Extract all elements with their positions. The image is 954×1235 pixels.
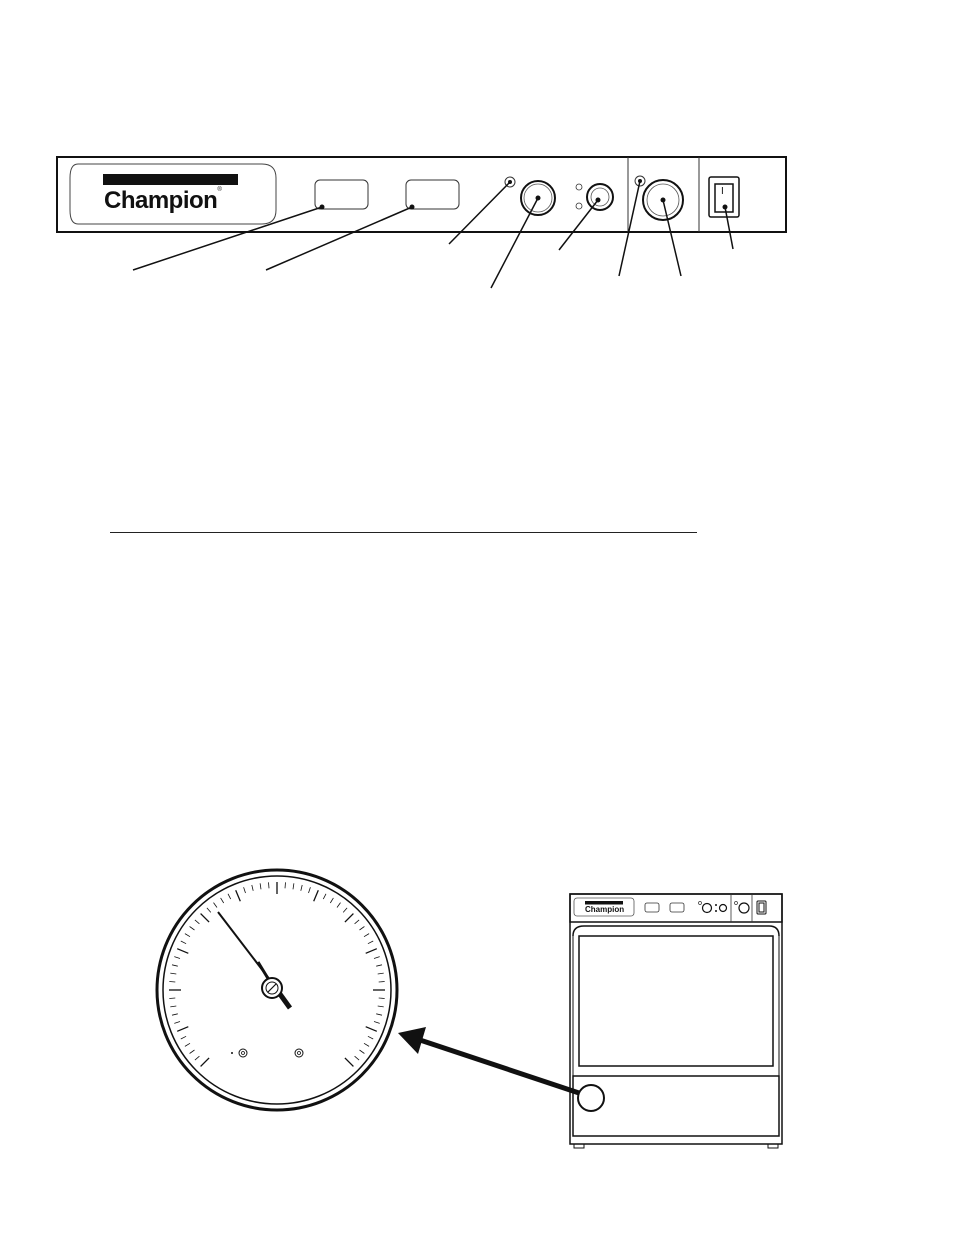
gauge-minor-tick — [378, 1006, 384, 1007]
gauge-minor-tick — [172, 965, 178, 966]
gauge-and-dishwasher-diagram — [0, 840, 954, 1160]
gauge-minor-tick — [181, 1036, 186, 1039]
control-panel-diagram — [0, 0, 954, 300]
dishwasher-light-2 — [735, 902, 738, 905]
callout-line — [725, 207, 733, 249]
logo-bar — [103, 174, 238, 185]
gauge-minor-tick — [360, 1050, 365, 1054]
pointer-arrow-head — [398, 1027, 426, 1054]
gauge-minor-tick — [221, 898, 224, 903]
callout-line — [559, 200, 598, 250]
dishwasher-knob-2 — [739, 903, 749, 913]
small-indicator-top — [576, 184, 582, 190]
gauge-minor-tick — [185, 1043, 190, 1046]
gauge-major-tick — [201, 1058, 210, 1067]
callout-line — [266, 207, 412, 270]
gauge-minor-tick — [374, 957, 380, 959]
gauge-minor-tick — [343, 908, 347, 913]
gauge-minor-tick — [244, 887, 246, 893]
display-window-1 — [315, 180, 368, 209]
gauge-minor-tick — [337, 903, 341, 908]
gauge-minor-tick — [309, 887, 311, 893]
gauge-minor-tick — [170, 973, 176, 974]
gauge-minor-tick — [172, 1014, 178, 1015]
dishwasher-lower-panel — [573, 1076, 779, 1136]
brand-registered-mark: ® — [217, 187, 222, 193]
gauge-minor-tick — [378, 973, 384, 974]
dishwasher-selector — [720, 905, 727, 912]
small-indicator-bottom — [576, 203, 582, 209]
gauge-screw-left-center — [242, 1052, 245, 1055]
section-divider-rule — [110, 532, 697, 533]
gauge-minor-tick — [228, 894, 231, 899]
gauge-minor-tick — [185, 934, 190, 937]
gauge-minor-tick — [181, 941, 186, 944]
dishwasher-brand-logo — [585, 905, 624, 914]
dishwasher — [570, 894, 782, 1148]
gauge-minor-tick — [293, 883, 294, 889]
gauge-minor-tick — [195, 1056, 200, 1060]
gauge-major-tick — [366, 949, 377, 954]
power-switch-housing — [709, 177, 739, 217]
power-switch-symbol: I — [721, 186, 724, 197]
gauge-major-tick — [177, 1027, 188, 1032]
gauge-minor-tick — [169, 982, 175, 983]
gauge-minor-tick — [368, 941, 373, 944]
gauge-minor-tick — [190, 1050, 195, 1054]
gauge-minor-tick — [374, 1022, 380, 1024]
gauge-minor-tick — [252, 885, 253, 891]
gauge-minor-tick — [376, 965, 382, 966]
gauge-minor-tick — [364, 934, 369, 937]
dishwasher-door-top — [573, 926, 779, 936]
dishwasher-power-rocker — [759, 903, 764, 912]
gauge-minor-tick — [169, 998, 175, 999]
gauge-minor-tick — [368, 1036, 373, 1039]
gauge-minor-tick — [174, 957, 180, 959]
gauge-screw-left — [239, 1049, 247, 1057]
gauge-minor-tick — [207, 908, 211, 913]
dishwasher-gauge-location — [578, 1085, 604, 1111]
brand-logo — [104, 187, 221, 215]
gauge-major-tick — [201, 914, 210, 923]
gauge-minor-tick — [376, 1014, 382, 1015]
dishwasher-knob-1 — [703, 904, 712, 913]
gauge-minor-tick — [174, 1022, 180, 1024]
gauge-major-tick — [314, 890, 319, 901]
gauge-minor-tick — [360, 927, 365, 931]
dishwasher-brand-name: Champion — [585, 905, 625, 914]
gauge-minor-tick — [364, 1043, 369, 1046]
dishwasher-door — [579, 936, 773, 1066]
dishwasher-display-2 — [670, 903, 684, 912]
callout-line — [449, 182, 510, 244]
gauge-minor-tick — [355, 920, 360, 924]
gauge-minor-tick — [170, 1006, 176, 1007]
gauge-minor-tick — [379, 982, 385, 983]
gauge-minor-tick — [285, 882, 286, 888]
dishwasher-logo-bar — [585, 901, 623, 905]
gauge-major-tick — [345, 914, 354, 923]
gauge-major-tick — [177, 949, 188, 954]
dishwasher-indicator-top — [715, 904, 717, 906]
brand-name: Champion — [104, 187, 218, 214]
gauge-minor-tick — [190, 927, 195, 931]
gauge-minor-tick — [379, 998, 385, 999]
gauge-minor-tick — [214, 903, 218, 908]
display-window-2 — [406, 180, 459, 209]
gauge-minor-tick — [269, 882, 270, 888]
gauge-minor-tick — [301, 885, 302, 891]
callout-line — [133, 207, 322, 270]
gauge-dot — [231, 1052, 233, 1054]
gauge-screw-right-center — [298, 1052, 301, 1055]
gauge-minor-tick — [355, 1056, 360, 1060]
selector-knob-inner — [591, 188, 609, 206]
dishwasher-indicator-bottom — [715, 910, 717, 912]
gauge-minor-tick — [195, 920, 200, 924]
gauge-minor-tick — [330, 898, 333, 903]
pointer-arrow-shaft — [420, 1040, 582, 1094]
gauge-major-tick — [345, 1058, 354, 1067]
callout-line — [619, 181, 640, 276]
gauge-ticks — [169, 882, 385, 1066]
dishwasher-display-1 — [645, 903, 659, 912]
gauge-major-tick — [366, 1027, 377, 1032]
gauge-minor-tick — [323, 894, 326, 899]
gauge-major-tick — [236, 890, 241, 901]
dishwasher-light-1 — [699, 902, 702, 905]
callout-line — [491, 198, 538, 288]
gauge-screw-right — [295, 1049, 303, 1057]
gauge-minor-tick — [260, 883, 261, 889]
